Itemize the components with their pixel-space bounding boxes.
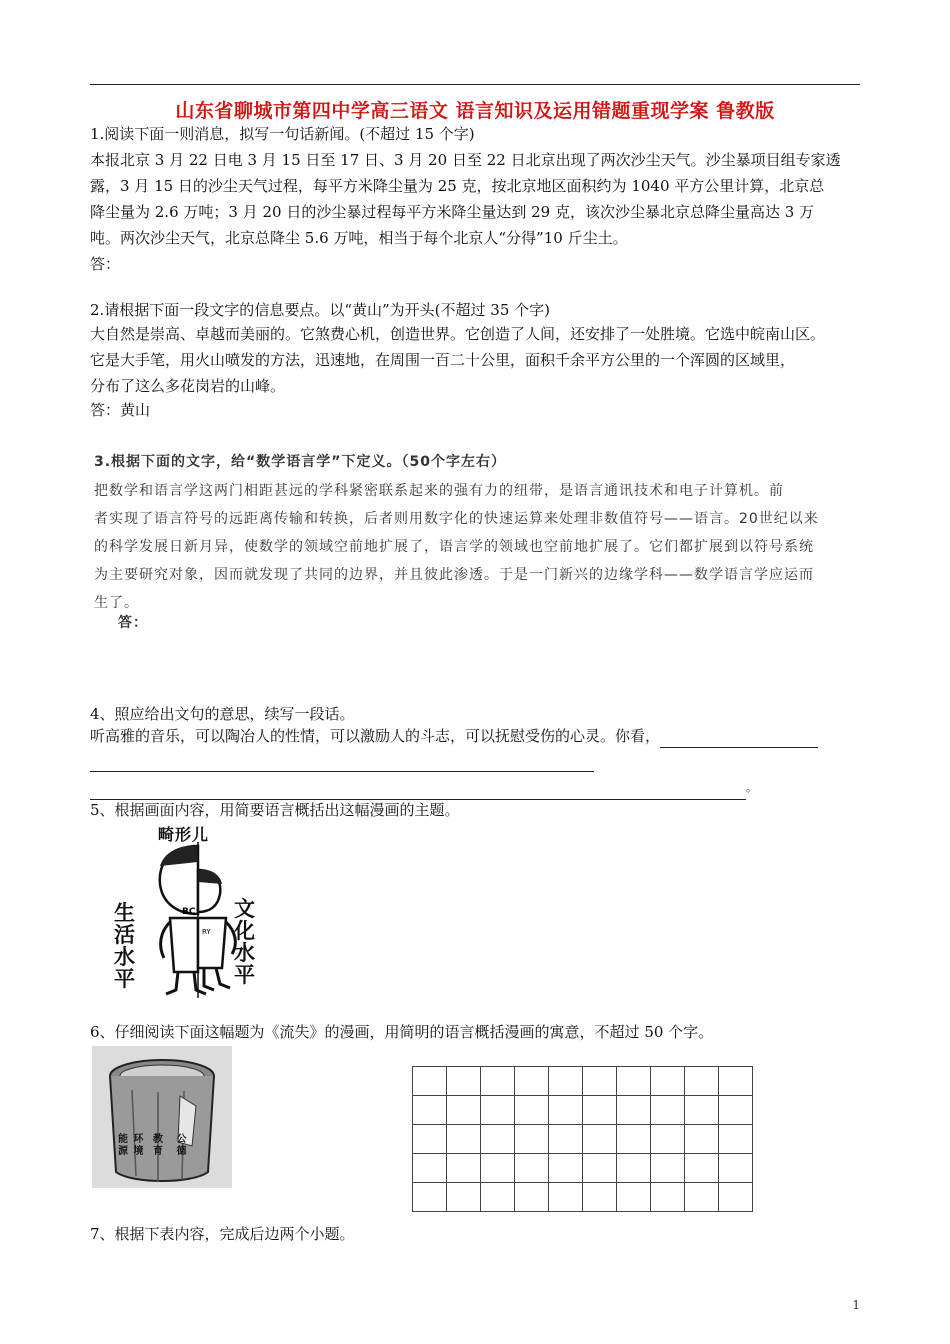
grid-cell[interactable] xyxy=(719,1067,753,1096)
leaking-bucket-icon xyxy=(92,1046,232,1188)
grid-cell[interactable] xyxy=(583,1154,617,1183)
grid-row xyxy=(413,1183,753,1212)
cartoon-label: 教育 xyxy=(152,1134,163,1157)
q3-text-line: 为主要研究对象，因而就发现了共同的边界，并且彼此渗透。于是一门新兴的边缘学科——数学语言学应运而 xyxy=(94,567,814,583)
grid-cell[interactable] xyxy=(583,1183,617,1212)
q1-text-line: 降尘量为 2.6 万吨；3 月 20 日的沙尘暴过程每平方米降尘量达到 29 克，该次沙尘暴北京总降尘量高达 3 万 xyxy=(90,203,815,221)
cartoon-left-label: 生活水平 xyxy=(114,901,135,991)
q2-text-line: 大自然是崇高、卓越而美丽的。它煞费心机，创造世界。它创造了人间，还安排了一处胜境。它选中皖南山区。 xyxy=(90,325,826,343)
grid-cell[interactable] xyxy=(481,1067,515,1096)
grid-cell[interactable] xyxy=(651,1183,685,1212)
grid-cell[interactable] xyxy=(413,1154,447,1183)
q1-text-line: 吨。两次沙尘天气，北京总降尘 5.6 万吨，相当于每个北京人“分得”10 斤尘土。 xyxy=(90,229,628,247)
grid-row xyxy=(413,1125,753,1154)
q3-prompt: 3.根据下面的文字，给“数学语言学”下定义。（50个字左右） xyxy=(94,454,506,470)
q3-text-line: 的科学发展日新月异，使数学的领域空前地扩展了，语言学的领域也空前地扩展了。它们都扩展到以符号系统 xyxy=(94,539,814,555)
grid-cell[interactable] xyxy=(583,1067,617,1096)
q5-prompt: 5、根据画面内容，用简要语言概括出这幅漫画的主题。 xyxy=(90,801,460,819)
grid-cell[interactable] xyxy=(481,1096,515,1125)
q2-text-line: 它是大手笔，用火山喷发的方法，迅速地，在周围一百二十公里，面积千余平方公里的一个浑圆的区域里， xyxy=(90,351,796,369)
q6-cartoon xyxy=(92,1046,232,1188)
answer-blank[interactable] xyxy=(90,754,594,772)
grid-cell[interactable] xyxy=(549,1096,583,1125)
grid-cell[interactable] xyxy=(481,1183,515,1212)
grid-cell[interactable] xyxy=(719,1096,753,1125)
grid-cell[interactable] xyxy=(719,1183,753,1212)
grid-cell[interactable] xyxy=(515,1067,549,1096)
grid-row xyxy=(413,1096,753,1125)
grid-row xyxy=(413,1067,753,1096)
q7-prompt: 7、根据下表内容，完成后边两个小题。 xyxy=(90,1225,355,1243)
q1-prompt: 1.阅读下面一则消息，拟写一句话新闻。(不超过 15 个字) xyxy=(90,125,475,143)
grid-cell[interactable] xyxy=(515,1125,549,1154)
q4-answer-line: 。 xyxy=(90,774,757,798)
cartoon-label: 能源 xyxy=(118,1134,128,1157)
svg-text:BC: BC xyxy=(182,907,196,917)
cartoon-label: 环境 xyxy=(133,1134,144,1157)
grid-cell[interactable] xyxy=(549,1125,583,1154)
grid-cell[interactable] xyxy=(515,1096,549,1125)
q6-prompt: 6、仔细阅读下面这幅题为《流失》的漫画，用简明的语言概括漫画的寓意，不超过 50 个字。 xyxy=(90,1023,714,1041)
grid-cell[interactable] xyxy=(617,1096,651,1125)
q4-text: 听高雅的音乐，可以陶冶人的性情，可以激励人的斗志，可以抚慰受伤的心灵。你看， xyxy=(90,724,818,748)
cartoon-title: 畸形儿 xyxy=(158,825,210,844)
grid-cell[interactable] xyxy=(413,1125,447,1154)
cartoon-label: 公德 xyxy=(176,1134,187,1157)
grid-cell[interactable] xyxy=(617,1154,651,1183)
q1-text-line: 本报北京 3 月 22 日电 3 月 15 日至 17 日、3 月 20 日至 22 日北京出现了两次沙尘天气。沙尘暴项目组专家透 xyxy=(90,151,841,169)
grid-cell[interactable] xyxy=(549,1067,583,1096)
grid-cell[interactable] xyxy=(583,1125,617,1154)
page-number: 1 xyxy=(852,1298,860,1312)
grid-cell[interactable] xyxy=(685,1183,719,1212)
grid-cell[interactable] xyxy=(685,1125,719,1154)
q5-cartoon xyxy=(110,822,260,1000)
grid-cell[interactable] xyxy=(617,1183,651,1212)
grid-cell[interactable] xyxy=(549,1183,583,1212)
grid-cell[interactable] xyxy=(685,1096,719,1125)
q4-answer-line xyxy=(90,748,594,772)
grid-cell[interactable] xyxy=(719,1125,753,1154)
q2-text-line: 分布了这么多花岗岩的山峰。 xyxy=(90,377,286,395)
svg-text:RY: RY xyxy=(202,928,211,936)
page-title: 山东省聊城市第四中学高三语文 语言知识及运用错题重现学案 鲁教版 xyxy=(175,100,775,122)
grid-cell[interactable] xyxy=(651,1125,685,1154)
q2-prompt: 2.请根据下面一段文字的信息要点。以“黄山”为开头(不超过 35 个字) xyxy=(90,301,550,319)
grid-cell[interactable] xyxy=(651,1096,685,1125)
grid-cell[interactable] xyxy=(481,1125,515,1154)
q1-answer-label: 答： xyxy=(90,255,121,273)
grid-cell[interactable] xyxy=(651,1067,685,1096)
grid-row xyxy=(413,1154,753,1183)
grid-cell[interactable] xyxy=(447,1096,481,1125)
grid-cell[interactable] xyxy=(583,1096,617,1125)
grid-cell[interactable] xyxy=(685,1067,719,1096)
q3-text-line: 把数学和语言学这两门相距甚远的学科紧密联系起来的强有力的纽带，是语言通讯技术和电子计算机。前 xyxy=(94,483,784,499)
q3-text-line: 者实现了语言符号的远距离传输和转换，后者则用数字化的快速运算来处理非数值符号——语言。20世纪以来 xyxy=(94,511,819,527)
grid-cell[interactable] xyxy=(447,1183,481,1212)
q1-text-line: 露，3 月 15 日的沙尘天气过程，每平方米降尘量为 25 克，按北京地区面积约为 1040 平方公里计算，北京总 xyxy=(90,177,825,195)
grid-cell[interactable] xyxy=(447,1067,481,1096)
grid-cell[interactable] xyxy=(413,1067,447,1096)
answer-blank[interactable] xyxy=(660,730,818,748)
q3-answer-label: 答： xyxy=(118,615,148,631)
grid-cell[interactable] xyxy=(617,1067,651,1096)
q4-prompt: 4、照应给出文句的意思，续写一段话。 xyxy=(90,705,355,723)
grid-cell[interactable] xyxy=(447,1125,481,1154)
grid-cell[interactable] xyxy=(481,1154,515,1183)
grid-cell[interactable] xyxy=(515,1154,549,1183)
header-rule xyxy=(90,84,860,85)
q2-answer-label: 答：黄山 xyxy=(90,401,151,419)
grid-cell[interactable] xyxy=(651,1154,685,1183)
cartoon-right-label: 文化水平 xyxy=(234,897,255,987)
answer-grid[interactable] xyxy=(412,1066,753,1212)
grid-cell[interactable] xyxy=(617,1125,651,1154)
grid-cell[interactable] xyxy=(447,1154,481,1183)
grid-cell[interactable] xyxy=(549,1154,583,1183)
grid-cell[interactable] xyxy=(413,1096,447,1125)
grid-cell[interactable] xyxy=(685,1154,719,1183)
grid-cell[interactable] xyxy=(719,1154,753,1183)
q3-text-line: 生了。 xyxy=(94,595,139,611)
grid-cell[interactable] xyxy=(413,1183,447,1212)
grid-cell[interactable] xyxy=(515,1183,549,1212)
